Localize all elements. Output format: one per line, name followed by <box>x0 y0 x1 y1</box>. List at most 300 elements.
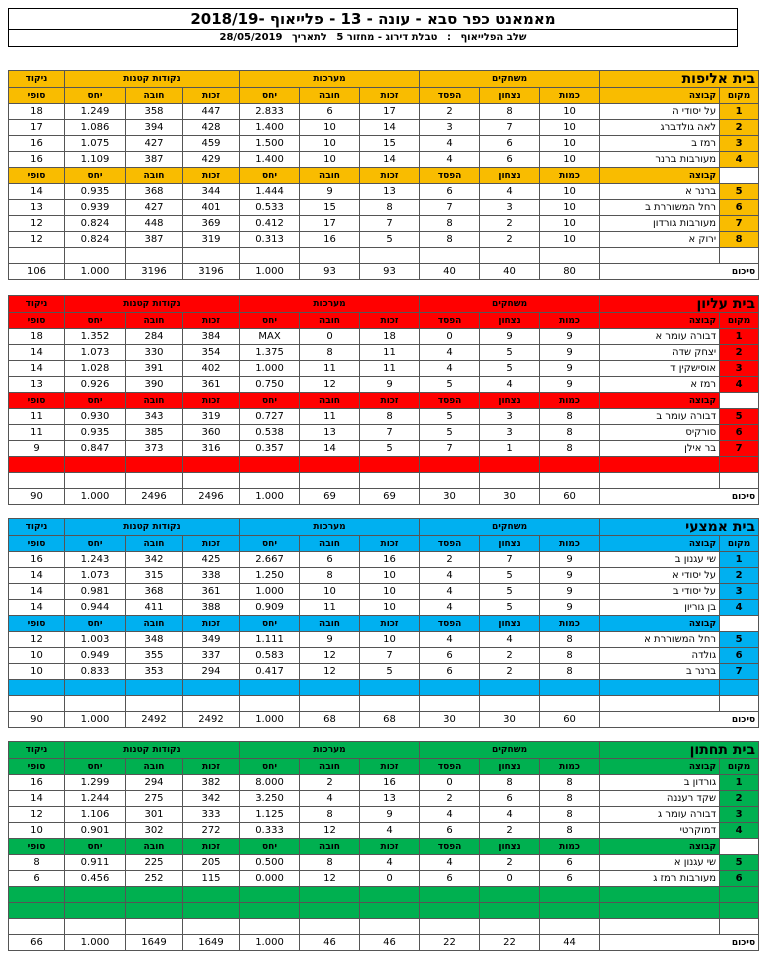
lost-count: 4 <box>420 568 480 584</box>
points-win: 349 <box>183 632 240 648</box>
games-count: 10 <box>540 232 600 248</box>
final-header: סופי <box>9 616 65 632</box>
total-lost: 40 <box>420 264 480 280</box>
sets-ratio: 0.313 <box>240 232 300 248</box>
filler-cell <box>65 457 126 473</box>
sets-loss: 10 <box>300 152 360 168</box>
games-count: 9 <box>540 552 600 568</box>
column-header-row <box>9 616 759 632</box>
lost-header: הפסד <box>420 313 480 329</box>
team-row <box>9 807 759 823</box>
team-score: 14 <box>9 184 65 200</box>
games-count: 8 <box>540 807 600 823</box>
points-win: 333 <box>183 807 240 823</box>
team-row <box>9 136 759 152</box>
points-ratio: 1.109 <box>65 152 126 168</box>
filler-cell <box>183 680 240 696</box>
total-score: 106 <box>9 264 65 280</box>
total-won: 22 <box>480 935 540 951</box>
lost-count: 5 <box>420 425 480 441</box>
team-header: קבוצה <box>600 536 720 552</box>
won-count: 2 <box>480 664 540 680</box>
games-count: 6 <box>540 855 600 871</box>
lost-count: 0 <box>420 775 480 791</box>
sets-win: 5 <box>360 441 420 457</box>
blank-cell <box>65 696 126 712</box>
sets-ratio-header: יחס <box>240 536 300 552</box>
blank-cell <box>480 248 540 264</box>
team-rank: 1 <box>720 104 759 120</box>
qty-header: כמות <box>540 536 600 552</box>
points-ratio: 0.935 <box>65 425 126 441</box>
blank-cell <box>126 696 183 712</box>
sets-loss: 12 <box>300 823 360 839</box>
team-rank: 5 <box>720 184 759 200</box>
won-count: 7 <box>480 120 540 136</box>
team-row <box>9 152 759 168</box>
points-win: 384 <box>183 329 240 345</box>
team-score: 11 <box>9 409 65 425</box>
team-row <box>9 568 759 584</box>
team-name: שקד רעננה <box>600 791 720 807</box>
team-rank: 1 <box>720 775 759 791</box>
filler-cell <box>9 903 65 919</box>
points-ratio: 1.086 <box>65 120 126 136</box>
stage-label: שלב הפלייאוף <box>460 32 527 43</box>
points-loss: 394 <box>126 120 183 136</box>
team-score: 17 <box>9 120 65 136</box>
final-header: סופי <box>9 313 65 329</box>
points-ratio: 1.003 <box>65 632 126 648</box>
points-loss: 252 <box>126 871 183 887</box>
team-name: מעורבות גורדון <box>600 216 720 232</box>
standings-table <box>8 295 759 505</box>
sets-loss: 9 <box>300 632 360 648</box>
team-name: על יסודי ה <box>600 104 720 120</box>
sets-header: מערכות <box>240 519 420 536</box>
won-count: 5 <box>480 584 540 600</box>
won-count: 2 <box>480 855 540 871</box>
team-header: קבוצה <box>600 168 720 184</box>
filler-row <box>9 903 759 919</box>
lost-count: 6 <box>420 648 480 664</box>
games-count: 9 <box>540 377 600 393</box>
total-games: 44 <box>540 935 600 951</box>
team-score: 6 <box>9 871 65 887</box>
filler-cell <box>126 903 183 919</box>
total-sets-win: 68 <box>360 712 420 728</box>
sets-ratio: 1.444 <box>240 184 300 200</box>
sets-win: 18 <box>360 329 420 345</box>
team-name: ברנר ב <box>600 664 720 680</box>
blank-cell <box>300 248 360 264</box>
sets-loss: 14 <box>300 441 360 457</box>
place-header-empty <box>720 168 759 184</box>
won-count: 2 <box>480 823 540 839</box>
sets-ratio: 0.417 <box>240 664 300 680</box>
lost-header: הפסד <box>420 393 480 409</box>
lost-header: הפסד <box>420 88 480 104</box>
team-name: ירוק א <box>600 232 720 248</box>
sets-ratio: 1.400 <box>240 152 300 168</box>
sets-loss: 6 <box>300 104 360 120</box>
team-name: רמז ב <box>600 136 720 152</box>
column-header-row <box>9 88 759 104</box>
team-row <box>9 120 759 136</box>
sets-win-header: זכות <box>360 759 420 775</box>
sets-win-header: זכות <box>360 88 420 104</box>
blank-cell <box>720 248 759 264</box>
games-count: 9 <box>540 568 600 584</box>
team-row <box>9 441 759 457</box>
sets-win: 9 <box>360 377 420 393</box>
sets-win-header: זכות <box>360 616 420 632</box>
total-label: סיכום <box>600 489 759 505</box>
sets-win: 5 <box>360 232 420 248</box>
points-ratio: 1.075 <box>65 136 126 152</box>
team-rank: 6 <box>720 871 759 887</box>
points-win: 459 <box>183 136 240 152</box>
team-row <box>9 409 759 425</box>
team-row <box>9 361 759 377</box>
games-count: 10 <box>540 184 600 200</box>
points-ratio-header: יחס <box>65 168 126 184</box>
filler-cell <box>65 680 126 696</box>
games-count: 8 <box>540 632 600 648</box>
points-loss-header: חובה <box>126 616 183 632</box>
sets-header: מערכות <box>240 742 420 759</box>
blank-cell <box>126 919 183 935</box>
blank-row <box>9 473 759 489</box>
lost-count: 4 <box>420 136 480 152</box>
sets-win: 13 <box>360 791 420 807</box>
points-ratio-header: יחס <box>65 313 126 329</box>
games-count: 8 <box>540 425 600 441</box>
column-header-row <box>9 759 759 775</box>
sets-win: 10 <box>360 632 420 648</box>
total-games: 60 <box>540 712 600 728</box>
points-ratio: 0.824 <box>65 232 126 248</box>
filler-cell <box>65 903 126 919</box>
score-header: ניקוד <box>9 71 65 88</box>
sets-win: 8 <box>360 200 420 216</box>
filler-cell <box>126 457 183 473</box>
team-row <box>9 184 759 200</box>
blank-cell <box>420 919 480 935</box>
sets-win: 10 <box>360 584 420 600</box>
team-score: 12 <box>9 807 65 823</box>
points-loss: 275 <box>126 791 183 807</box>
score-header: ניקוד <box>9 296 65 313</box>
team-row <box>9 425 759 441</box>
sheet-title: מאמאנט כפר סבא - עונה - 13 - פלייאוף -2018/19 <box>8 8 738 30</box>
sets-loss: 0 <box>300 329 360 345</box>
sets-loss-header: חובה <box>300 839 360 855</box>
standings-table <box>8 741 759 951</box>
won-header: נצחון <box>480 839 540 855</box>
house-elyon <box>8 295 756 505</box>
column-header-row <box>9 313 759 329</box>
sets-win: 9 <box>360 807 420 823</box>
filler-cell <box>360 457 420 473</box>
team-row <box>9 871 759 887</box>
final-header: סופי <box>9 88 65 104</box>
points-header: נקודות קטנות <box>65 519 240 536</box>
filler-cell <box>600 887 720 903</box>
points-loss: 373 <box>126 441 183 457</box>
team-rank: 4 <box>720 377 759 393</box>
house-name: בית עליון <box>600 296 759 313</box>
blank-cell <box>720 696 759 712</box>
team-rank: 5 <box>720 855 759 871</box>
won-count: 4 <box>480 632 540 648</box>
won-count: 5 <box>480 568 540 584</box>
won-count: 5 <box>480 361 540 377</box>
filler-cell <box>540 887 600 903</box>
points-ratio: 1.352 <box>65 329 126 345</box>
team-score: 10 <box>9 664 65 680</box>
points-win: 115 <box>183 871 240 887</box>
score-header: ניקוד <box>9 742 65 759</box>
filler-cell <box>420 680 480 696</box>
games-count: 8 <box>540 648 600 664</box>
team-name: ברנר א <box>600 184 720 200</box>
sets-ratio-header: יחס <box>240 88 300 104</box>
points-loss: 387 <box>126 232 183 248</box>
team-name: שי עגנון ב <box>600 552 720 568</box>
team-name: בר אילן <box>600 441 720 457</box>
team-score: 14 <box>9 345 65 361</box>
points-ratio: 0.949 <box>65 648 126 664</box>
points-win: 338 <box>183 568 240 584</box>
points-ratio: 1.244 <box>65 791 126 807</box>
house-emtzai <box>8 518 756 728</box>
team-score: 14 <box>9 568 65 584</box>
blank-cell <box>183 248 240 264</box>
final-header: סופי <box>9 393 65 409</box>
points-loss: 302 <box>126 823 183 839</box>
sets-ratio-header: יחס <box>240 616 300 632</box>
blank-cell <box>600 696 720 712</box>
sets-win: 8 <box>360 409 420 425</box>
points-loss-header: חובה <box>126 759 183 775</box>
won-header: נצחון <box>480 616 540 632</box>
total-score: 66 <box>9 935 65 951</box>
team-rank: 7 <box>720 441 759 457</box>
team-score: 14 <box>9 791 65 807</box>
total-sets-ratio: 1.000 <box>240 712 300 728</box>
group-header-row <box>9 296 759 313</box>
lost-count: 2 <box>420 791 480 807</box>
team-rank: 4 <box>720 152 759 168</box>
team-score: 13 <box>9 200 65 216</box>
sets-ratio-header: יחס <box>240 393 300 409</box>
sets-header: מערכות <box>240 71 420 88</box>
sets-ratio: 2.833 <box>240 104 300 120</box>
points-win: 401 <box>183 200 240 216</box>
team-score: 10 <box>9 823 65 839</box>
standings-table <box>8 518 759 728</box>
total-games: 80 <box>540 264 600 280</box>
team-name: גורדון ב <box>600 775 720 791</box>
points-ratio: 0.456 <box>65 871 126 887</box>
lost-count: 5 <box>420 409 480 425</box>
filler-cell <box>360 903 420 919</box>
filler-cell <box>9 457 65 473</box>
sets-loss: 11 <box>300 600 360 616</box>
team-rank: 3 <box>720 584 759 600</box>
sets-loss: 11 <box>300 361 360 377</box>
filler-cell <box>126 680 183 696</box>
filler-cell <box>540 457 600 473</box>
filler-cell <box>240 903 300 919</box>
team-rank: 7 <box>720 664 759 680</box>
blank-cell <box>420 696 480 712</box>
sets-ratio: 0.533 <box>240 200 300 216</box>
standings-table <box>8 70 759 280</box>
blank-cell <box>9 696 65 712</box>
won-count: 5 <box>480 600 540 616</box>
blank-cell <box>240 248 300 264</box>
points-win-header: זכות <box>183 616 240 632</box>
won-count: 6 <box>480 152 540 168</box>
team-header: קבוצה <box>600 88 720 104</box>
sets-loss: 8 <box>300 568 360 584</box>
qty-header: כמות <box>540 839 600 855</box>
points-loss: 343 <box>126 409 183 425</box>
sets-loss: 10 <box>300 120 360 136</box>
sets-loss: 11 <box>300 409 360 425</box>
points-win: 447 <box>183 104 240 120</box>
filler-cell <box>9 887 65 903</box>
sets-win-header: זכות <box>360 536 420 552</box>
blank-cell <box>540 248 600 264</box>
points-loss-header: חובה <box>126 168 183 184</box>
won-count: 8 <box>480 775 540 791</box>
team-score: 13 <box>9 377 65 393</box>
team-rank: 5 <box>720 632 759 648</box>
games-count: 10 <box>540 216 600 232</box>
sets-win-header: זכות <box>360 168 420 184</box>
team-rank: 3 <box>720 807 759 823</box>
lost-header: הפסד <box>420 839 480 855</box>
team-score: 12 <box>9 216 65 232</box>
blank-cell <box>480 919 540 935</box>
place-header-empty <box>720 393 759 409</box>
qty-header: כמות <box>540 616 600 632</box>
total-row <box>9 935 759 951</box>
points-loss: 427 <box>126 200 183 216</box>
total-sets-loss: 93 <box>300 264 360 280</box>
sets-win: 5 <box>360 664 420 680</box>
final-header: סופי <box>9 759 65 775</box>
team-row <box>9 775 759 791</box>
filler-cell <box>540 903 600 919</box>
lost-count: 4 <box>420 600 480 616</box>
lost-count: 6 <box>420 871 480 887</box>
sets-win: 0 <box>360 871 420 887</box>
sets-win: 4 <box>360 823 420 839</box>
team-rank: 3 <box>720 136 759 152</box>
team-rank: 4 <box>720 600 759 616</box>
sets-ratio-header: יחס <box>240 759 300 775</box>
won-header: נצחון <box>480 759 540 775</box>
blank-cell <box>420 473 480 489</box>
sets-ratio: 1.500 <box>240 136 300 152</box>
points-win: 319 <box>183 409 240 425</box>
blank-cell <box>540 919 600 935</box>
sets-ratio-header: יחס <box>240 839 300 855</box>
points-win: 354 <box>183 345 240 361</box>
sets-ratio: 0.500 <box>240 855 300 871</box>
total-label: סיכום <box>600 712 759 728</box>
blank-cell <box>183 473 240 489</box>
sets-loss: 8 <box>300 807 360 823</box>
points-loss: 387 <box>126 152 183 168</box>
column-header-row <box>9 168 759 184</box>
lost-count: 6 <box>420 823 480 839</box>
sets-loss-header: חובה <box>300 313 360 329</box>
team-row <box>9 823 759 839</box>
team-score: 9 <box>9 441 65 457</box>
points-ratio: 0.911 <box>65 855 126 871</box>
team-row <box>9 648 759 664</box>
total-lost: 22 <box>420 935 480 951</box>
team-score: 16 <box>9 552 65 568</box>
blank-cell <box>600 473 720 489</box>
sets-loss: 13 <box>300 425 360 441</box>
blank-cell <box>540 696 600 712</box>
lost-count: 4 <box>420 584 480 600</box>
sheet-subtitle <box>8 30 738 47</box>
sets-win: 7 <box>360 425 420 441</box>
sets-win: 15 <box>360 136 420 152</box>
team-rank: 1 <box>720 552 759 568</box>
points-win: 361 <box>183 377 240 393</box>
house-aleph <box>8 70 756 280</box>
filler-cell <box>720 680 759 696</box>
lost-count: 0 <box>420 329 480 345</box>
sets-ratio: 0.750 <box>240 377 300 393</box>
points-win: 337 <box>183 648 240 664</box>
total-points-ratio: 1.000 <box>65 712 126 728</box>
points-header: נקודות קטנות <box>65 71 240 88</box>
sets-loss: 4 <box>300 791 360 807</box>
won-count: 9 <box>480 329 540 345</box>
total-points-win: 1649 <box>183 935 240 951</box>
points-header: נקודות קטנות <box>65 296 240 313</box>
won-count: 2 <box>480 216 540 232</box>
team-row <box>9 345 759 361</box>
total-won: 30 <box>480 712 540 728</box>
sets-loss: 17 <box>300 216 360 232</box>
sets-ratio: 1.111 <box>240 632 300 648</box>
points-loss: 284 <box>126 329 183 345</box>
points-loss: 448 <box>126 216 183 232</box>
won-count: 6 <box>480 791 540 807</box>
games-count: 8 <box>540 664 600 680</box>
filler-cell <box>600 457 720 473</box>
blank-cell <box>600 919 720 935</box>
blank-cell <box>480 473 540 489</box>
sets-loss-header: חובה <box>300 168 360 184</box>
blank-cell <box>9 919 65 935</box>
points-ratio-header: יחס <box>65 536 126 552</box>
team-score: 8 <box>9 855 65 871</box>
points-win: 205 <box>183 855 240 871</box>
points-loss: 391 <box>126 361 183 377</box>
lost-count: 5 <box>420 377 480 393</box>
